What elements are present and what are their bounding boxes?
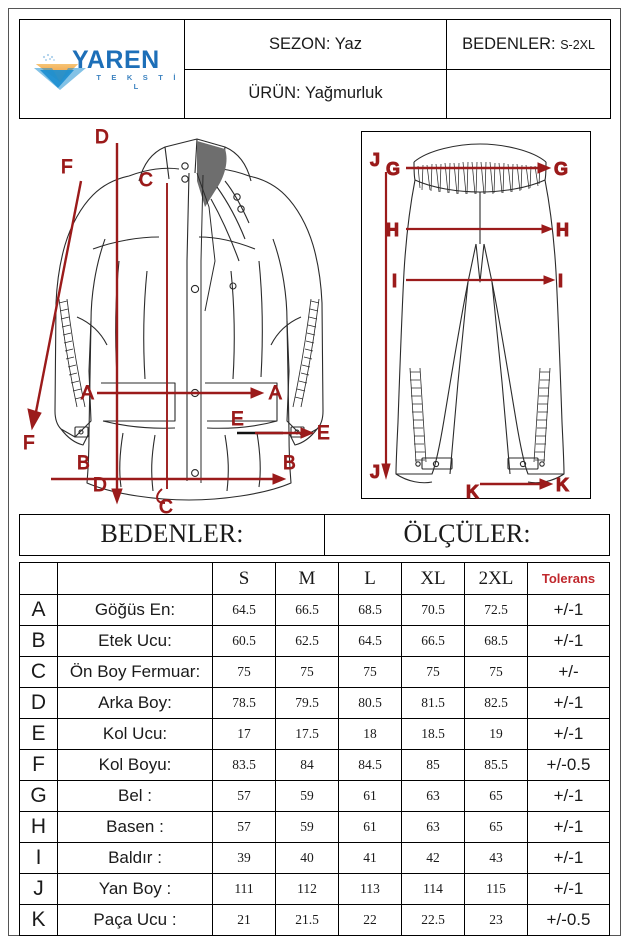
row-measure-name: Yan Boy : [58,874,213,905]
row-letter: A [20,595,58,626]
header-letter-blank [20,563,58,595]
row-value: 84 [276,750,339,781]
jacket-drawing [19,121,359,518]
header-name-blank [58,563,213,595]
table-row [20,657,610,688]
svg-text:A: A [269,383,282,404]
row-tolerance: +/-1 [528,812,610,843]
row-letter: C [20,657,58,688]
section-title-measures: ÖLÇÜLER: [325,515,610,556]
spec-sheet-page [8,8,621,936]
row-value: 39 [213,843,276,874]
row-measure-name: Kol Ucu: [58,719,213,750]
row-value: 59 [276,812,339,843]
row-value: 61 [339,781,402,812]
section-title-bar [19,514,610,556]
svg-text:I: I [558,271,564,291]
svg-text:J: J [370,462,381,482]
row-measure-name: Basen : [58,812,213,843]
row-value: 85 [402,750,465,781]
row-tolerance: +/-1 [528,781,610,812]
svg-text:H: H [556,220,569,240]
row-value: 21.5 [276,905,339,936]
svg-text:J: J [370,150,381,170]
row-value: 70.5 [402,595,465,626]
header-size-m: M [276,563,339,595]
row-tolerance: +/-1 [528,595,610,626]
table-row [20,595,610,626]
svg-text:D: D [95,127,109,148]
svg-text:K: K [466,482,479,502]
season-cell [185,20,447,70]
row-value: 115 [465,874,528,905]
row-measure-name: Arka Boy: [58,688,213,719]
technical-drawings [19,121,610,518]
sizes-cell [447,20,611,70]
row-value: 17.5 [276,719,339,750]
row-letter: B [20,626,58,657]
row-letter: J [20,874,58,905]
section-title-sizes: BEDENLER: [20,515,325,556]
sizes-label: BEDENLER: [462,34,556,53]
svg-text:B: B [77,453,90,474]
table-row [20,874,610,905]
row-value: 75 [339,657,402,688]
row-tolerance: +/-0.5 [528,750,610,781]
row-value: 66.5 [402,626,465,657]
row-value: 23 [465,905,528,936]
svg-text:D: D [93,475,107,496]
section-title-row [20,515,610,556]
row-value: 85.5 [465,750,528,781]
row-value: 68.5 [465,626,528,657]
table-row [20,750,610,781]
svg-text:A: A [81,383,94,404]
logo-wordmark: YAREN [72,46,160,74]
row-value: 57 [213,812,276,843]
logo [20,45,184,93]
row-value: 80.5 [339,688,402,719]
row-value: 114 [402,874,465,905]
table-row [20,905,610,936]
row-value: 66.5 [276,595,339,626]
row-value: 18 [339,719,402,750]
header-size-s: S [213,563,276,595]
table-row [20,688,610,719]
table-row [20,626,610,657]
jacket-svg [19,121,359,518]
svg-text:C: C [159,497,173,518]
product-label: ÜRÜN: [248,84,301,103]
row-value: 68.5 [339,595,402,626]
row-measure-name: Etek Ucu: [58,626,213,657]
row-tolerance: +/-1 [528,874,610,905]
table-row [20,781,610,812]
row-letter: D [20,688,58,719]
row-letter: F [20,750,58,781]
row-value: 78.5 [213,688,276,719]
header-tolerance: Tolerans [528,563,610,595]
row-value: 82.5 [465,688,528,719]
row-value: 75 [465,657,528,688]
svg-text:F: F [61,157,73,178]
sizes-value: S-2XL [560,37,595,52]
row-measure-name: Kol Boyu: [58,750,213,781]
row-value: 62.5 [276,626,339,657]
measurement-table-body [20,595,610,936]
svg-text:G: G [386,159,401,179]
row-value: 75 [213,657,276,688]
svg-text:C: C [139,170,153,191]
measurement-table [19,562,610,936]
row-value: 83.5 [213,750,276,781]
row-value: 21 [213,905,276,936]
svg-text:B: B [283,453,296,474]
row-value: 84.5 [339,750,402,781]
header-empty-cell [447,69,611,119]
product-value: Yağmurluk [304,84,383,103]
row-tolerance: +/-1 [528,719,610,750]
product-cell [185,69,447,119]
row-tolerance: +/-1 [528,626,610,657]
svg-text:G: G [554,159,569,179]
row-letter: I [20,843,58,874]
row-tolerance: +/-1 [528,688,610,719]
table-row [20,812,610,843]
table-row [20,843,610,874]
header-size-xl: XL [402,563,465,595]
row-value: 81.5 [402,688,465,719]
row-value: 41 [339,843,402,874]
row-value: 18.5 [402,719,465,750]
row-value: 64.5 [339,626,402,657]
row-value: 75 [276,657,339,688]
header-table [19,19,611,119]
row-value: 64.5 [213,595,276,626]
row-measure-name: Bel : [58,781,213,812]
trousers-svg [362,132,590,502]
row-value: 22.5 [402,905,465,936]
row-measure-name: Ön Boy Fermuar: [58,657,213,688]
row-value: 60.5 [213,626,276,657]
svg-text:K: K [556,475,569,495]
row-value: 63 [402,812,465,843]
measurement-table-header-row [20,563,610,595]
brand-logo-cell [20,20,185,119]
season-label: SEZON: [269,34,331,53]
row-value: 22 [339,905,402,936]
row-measure-name: Göğüs En: [58,595,213,626]
row-value: 63 [402,781,465,812]
header-row-1 [20,20,611,70]
header-size-2xl: 2XL [465,563,528,595]
row-value: 40 [276,843,339,874]
season-value: Yaz [334,34,362,53]
row-measure-name: Baldır : [58,843,213,874]
row-value: 113 [339,874,402,905]
svg-text:H: H [386,220,399,240]
row-value: 65 [465,812,528,843]
row-letter: K [20,905,58,936]
row-tolerance: +/- [528,657,610,688]
row-tolerance: +/-0.5 [528,905,610,936]
row-value: 72.5 [465,595,528,626]
row-measure-name: Paça Ucu : [58,905,213,936]
svg-text:E: E [231,409,244,430]
row-value: 59 [276,781,339,812]
row-value: 112 [276,874,339,905]
row-letter: H [20,812,58,843]
logo-tagline: T E K S T İ L [96,73,180,91]
svg-text:E: E [317,423,330,444]
svg-text:F: F [23,433,35,454]
row-value: 75 [402,657,465,688]
row-value: 19 [465,719,528,750]
row-value: 65 [465,781,528,812]
row-letter: G [20,781,58,812]
svg-text:I: I [392,271,398,291]
row-value: 79.5 [276,688,339,719]
trousers-drawing [361,131,591,502]
row-letter: E [20,719,58,750]
row-value: 111 [213,874,276,905]
row-value: 17 [213,719,276,750]
row-tolerance: +/-1 [528,843,610,874]
header-size-l: L [339,563,402,595]
row-value: 61 [339,812,402,843]
table-row [20,719,610,750]
row-value: 57 [213,781,276,812]
row-value: 42 [402,843,465,874]
row-value: 43 [465,843,528,874]
